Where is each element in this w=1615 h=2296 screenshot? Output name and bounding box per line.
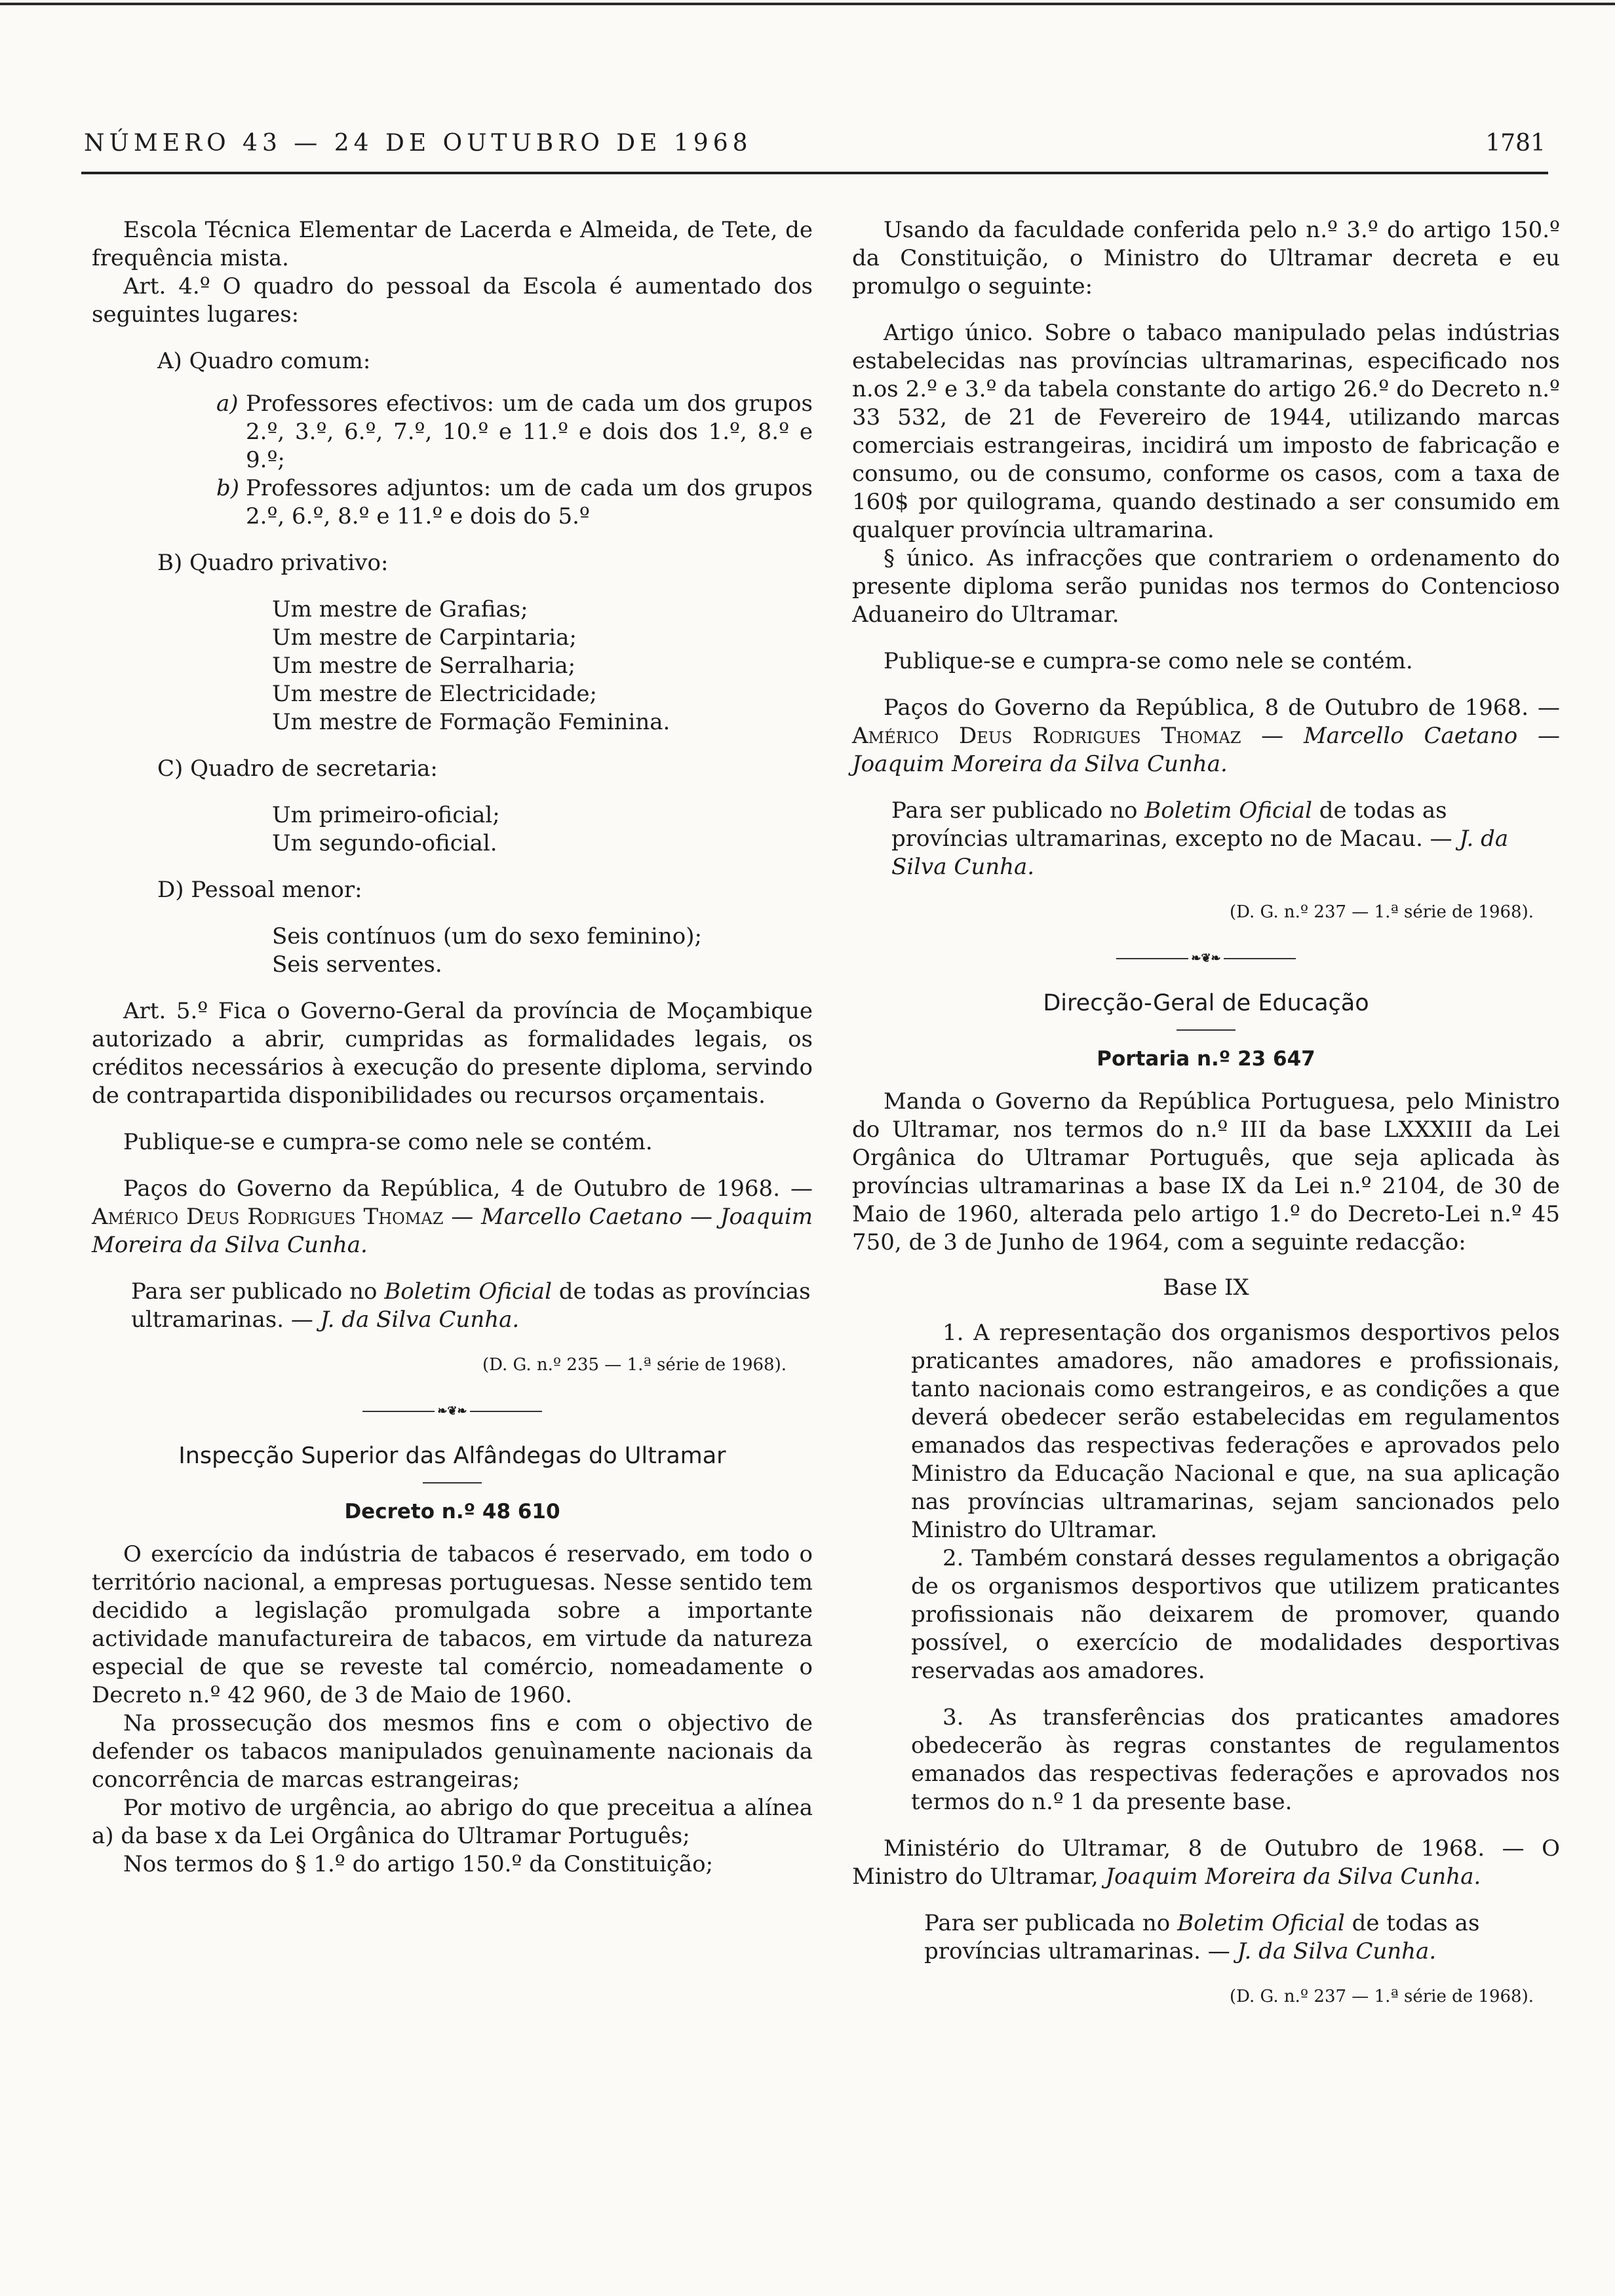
minister-name: Joaquim Moreira da Silva Cunha. xyxy=(1105,1864,1481,1890)
gazette-reference: (D. G. n.º 237 — 1.ª série de 1968). xyxy=(1229,1987,1534,2006)
publique-line: Publique-se e cumpra-se como nele se contém. xyxy=(884,648,1413,674)
base-item-3: 3. As transferências dos praticantes amadores obedecerão às regras constantes de regulamentos emanados das respectivas federações e aprovados nos termos do n.º 1 da presente base. xyxy=(911,1704,1560,1815)
heading-rule xyxy=(423,1482,482,1483)
top-edge-rule xyxy=(0,3,1615,5)
publication-signatory: J. da Silva Cunha. xyxy=(891,826,1509,880)
section-c-heading: C) Quadro de secretaria: xyxy=(157,756,438,782)
base-title: Base IX xyxy=(1163,1274,1249,1301)
paragraph: Manda o Governo da República Portuguesa, pelo Ministro do Ultramar, nos termos do n.º III da base LXXXIII da Lei Orgânica do Ultramar Português, que seja aplicada às províncias ultramarinas a base IX da Lei n.º 2104, de 30 de Maio de 1960, alterada pelo artigo 1.º do Decreto-Lei n.º 45 750, de 3 de Junho de 1964, com a seguinte redacção: xyxy=(852,1088,1560,1255)
signatory-president: Américo Deus Rodrigues Thomaz xyxy=(852,723,1241,749)
paragraph: Por motivo de urgência, ao abrigo do que preceitua a alínea a) da base x da Lei Orgânica do Ultramar Português; xyxy=(92,1795,813,1849)
list-item: Um mestre de Carpintaria; xyxy=(272,624,577,651)
paragraph: § único. As infracções que contrariem o ordenamento do presente diploma serão punidas nos termos do Contencioso Aduaneiro do Ultramar. xyxy=(852,545,1560,628)
left-column xyxy=(92,216,813,1879)
list-item: Um mestre de Grafias; xyxy=(272,596,528,622)
section-d-list xyxy=(272,923,813,979)
base-item-1: 1. A representação dos organismos desportivos pelos praticantes amadores, não amadores e profissionais, tanto nacionais como estrangeiros, e as condições a que deverá obedecer serão estabelecidas em regulamentos emanados das respectivas federações e aprovados pelo Ministro da Educação Nacional e que, na sua aplicação nas províncias ultramarinas, sejam sancionados pelo Ministro do Ultramar. xyxy=(911,1320,1560,1543)
section-separator: ❧❦❧ xyxy=(92,1396,813,1425)
signature-block xyxy=(92,1175,813,1259)
item-marker: b) xyxy=(216,475,240,501)
item-text: Professores efectivos: um de cada um dos grupos 2.º, 3.º, 6.º, 7.º, 10.º e 11.º e dois dos 1.º, 8.º e 9.º; xyxy=(246,391,813,473)
signature-separator: — xyxy=(1241,723,1304,749)
signatory-president: Américo Deus Rodrigues Thomaz xyxy=(92,1204,444,1230)
publication-note: Para ser publicado no Boletim Oficial de todas as províncias ultramarinas. — J. da Silva Cunha. xyxy=(131,1278,811,1333)
section-a-item-a xyxy=(216,390,813,474)
section-d-heading: D) Pessoal menor: xyxy=(157,877,362,903)
right-column xyxy=(852,216,1560,2011)
gazette-reference: (D. G. n.º 235 — 1.ª série de 1968). xyxy=(482,1355,787,1375)
publication-signatory: J. da Silva Cunha. xyxy=(320,1307,520,1333)
section-b-list xyxy=(272,596,813,737)
paragraph: O exercício da indústria de tabacos é reservado, em todo o território nacional, a empresas portuguesas. Nesse sentido tem decidido a legislação promulgada sobre a importante actividade manufactureira de tabacos, em virtude da natureza especial de que se reveste tal comércio, nomeadamente o Decreto n.º 42 960, de 3 de Maio de 1960. xyxy=(92,1541,813,1708)
boletim-oficial: Boletim Oficial xyxy=(1144,797,1312,824)
item-text: Professores adjuntos: um de cada um dos grupos 2.º, 6.º, 8.º e 11.º e dois do 5.º xyxy=(246,475,813,529)
list-item: Um primeiro-oficial; xyxy=(272,802,500,828)
signature-separator: — xyxy=(443,1204,481,1230)
section-separator: ❧❦❧ xyxy=(852,944,1560,972)
base-item-2: 2. Também constará desses regulamentos a obrigação de os organismos desportivos que utilizem praticantes profissionais não deixarem de promover, quando possível, o exercício de modalidades desportivas reservadas aos amadores. xyxy=(911,1545,1560,1684)
publique-line: Publique-se e cumpra-se como nele se contém. xyxy=(123,1129,653,1155)
signature-block xyxy=(852,694,1560,778)
date-line: Paços do Governo da República, 4 de Outubro de 1968. — xyxy=(123,1176,813,1202)
department-heading: Inspecção Superior das Alfândegas do Ultramar xyxy=(178,1443,726,1469)
paragraph: Escola Técnica Elementar de Lacerda e Almeida, de Tete, de frequência mista. xyxy=(92,217,813,271)
signatories: Marcello Caetano — Joaquim Moreira da Silva Cunha. xyxy=(852,723,1560,777)
list-item: Um mestre de Serralharia; xyxy=(272,653,576,679)
boletim-oficial: Boletim Oficial xyxy=(1177,1910,1345,1936)
signatories: Marcello Caetano — Joaquim Moreira da Silva Cunha. xyxy=(92,1204,813,1258)
gazette-reference: (D. G. n.º 237 — 1.ª série de 1968). xyxy=(1229,902,1534,922)
list-item: Seis serventes. xyxy=(272,951,442,978)
item-marker: a) xyxy=(216,391,239,417)
issue-line: NÚMERO 43 — 24 DE OUTUBRO DE 1968 xyxy=(84,130,752,157)
sole-article: Artigo único. Sobre o tabaco manipulado pelas indústrias estabelecidas nas províncias ultramarinas, especificado nos n.os 2.º e 3.º da tabela constante do artigo 26.º do Decreto n.º 33 532, de 21 de Fevereiro de 1944, utilizando marcas comerciais estrangeiras, incidirá um imposto de fabricação e consumo, ou de consumo, conforme os casos, com a taxa de 160$ por quilograma, quando destinado a ser consumido em qualquer província ultramarina. xyxy=(852,320,1560,543)
date-line: Paços do Governo da República, 8 de Outubro de 1968. — xyxy=(884,695,1560,721)
department-heading: Direcção-Geral de Educação xyxy=(1043,990,1369,1016)
list-item: Um segundo-oficial. xyxy=(272,830,497,856)
ministry-signature: Ministério do Ultramar, 8 de Outubro de 1968. — O Ministro do Ultramar, Joaquim Moreira da Silva Cunha. xyxy=(852,1835,1560,1890)
section-c-list xyxy=(272,801,813,858)
boletim-oficial: Boletim Oficial xyxy=(384,1278,552,1305)
publication-note: Para ser publicada no Boletim Oficial de todas as províncias ultramarinas. — J. da Silva Cunha. xyxy=(924,1910,1480,1964)
list-item: Seis contínuos (um do sexo feminino); xyxy=(272,923,702,949)
section-b-heading: B) Quadro privativo: xyxy=(157,550,389,576)
portaria-title: Portaria n.º 23 647 xyxy=(1097,1047,1315,1071)
page-header xyxy=(84,130,1546,169)
header-rule xyxy=(81,172,1548,174)
article-5: Art. 5.º Fica o Governo-Geral da província de Moçambique autorizado a abrir, cumpridas as formalidades legais, os créditos necessários à execução do presente diploma, servindo de contrapartida disponibilidades ou recursos orçamentais. xyxy=(92,998,813,1109)
list-item: Um mestre de Electricidade; xyxy=(272,681,597,707)
article-4: Art. 4.º O quadro do pessoal da Escola é aumentado dos seguintes lugares: xyxy=(92,273,813,328)
publication-note: Para ser publicado no Boletim Oficial de todas as províncias ultramarinas, excepto no de Macau. — J. da Silva Cunha. xyxy=(891,797,1509,880)
decree-title: Decreto n.º 48 610 xyxy=(344,1500,560,1523)
page-number: 1781 xyxy=(1485,130,1546,157)
paragraph: Usando da faculdade conferida pelo n.º 3.º do artigo 150.º da Constituição, o Ministro do Ultramar decreta e eu promulgo o seguinte: xyxy=(852,217,1560,299)
publication-signatory: J. da Silva Cunha. xyxy=(1237,1938,1437,1964)
heading-rule xyxy=(1177,1029,1236,1031)
list-item: Um mestre de Formação Feminina. xyxy=(272,709,671,735)
paragraph: Nos termos do § 1.º do artigo 150.º da Constituição; xyxy=(123,1851,714,1877)
section-a-item-b xyxy=(216,474,813,531)
paragraph: Na prossecução dos mesmos fins e com o objectivo de defender os tabacos manipulados genuìnamente nacionais da concorrência de marcas estrangeiras; xyxy=(92,1710,813,1793)
section-a-heading: A) Quadro comum: xyxy=(157,348,371,374)
